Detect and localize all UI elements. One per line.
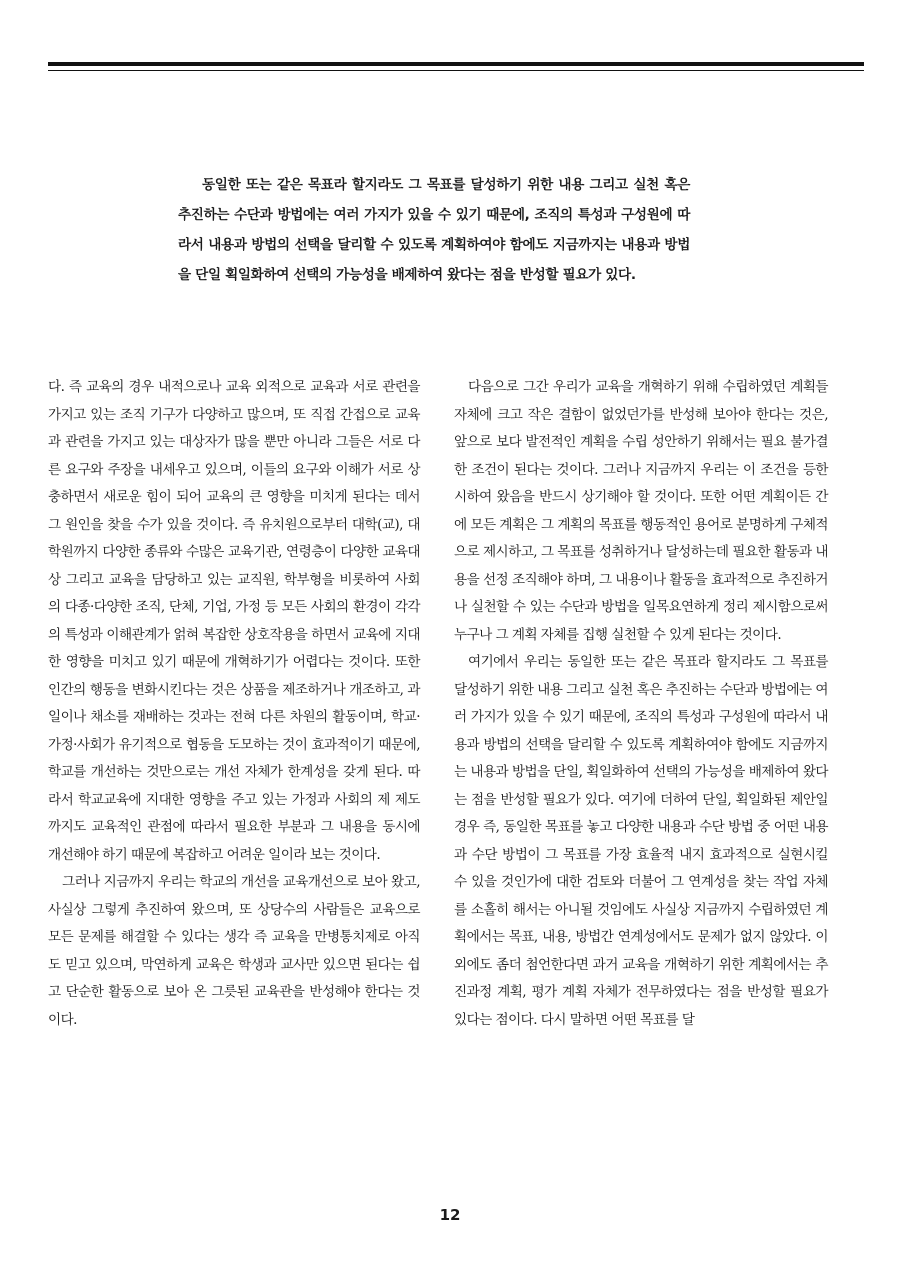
page-number: 12 bbox=[439, 1206, 461, 1224]
right-column bbox=[454, 374, 828, 1034]
left-paragraph-1: 다. 즉 교육의 경우 내적으로나 교육 외적으로 교육과 서로 관련을 가지고 있는 조직 기구가 다양하고 많으며, 또 직접 간접으로 교육과 관련을 가지고 있는 대상자가 많을 뿐만 아니라 그들은 서로 다른 요구와 주장을 내세우고 있으며, 이들의 요구와 이해가 서로 상충하면서 새로운 힘이 되어 교육의 큰 영향을 미치게 된다는 데서 그 원인을 찾을 수가 있을 것이다. 즉 유치원으로부터 대학(교), 대학원까지 다양한 종류와 수많은 교육기관, 연령층이 다양한 교육대상 그리고 교육을 담당하고 있는 교직원, 학부형을 비롯하여 사회의 다종·다양한 조직, 단체, 기업, 가정 등 모든 사회의 환경이 각각의 특성과 이해관계가 얽혀 복잡한 상호작용을 하면서 교육에 지대한 영향을 미치고 있기 때문에 개혁하기가 어렵다는 것이다. 또한 인간의 행동을 변화시킨다는 것은 상품을 제조하거나 개조하고, 과일이나 채소를 재배하는 것과는 전혀 다른 차원의 활동이며, 학교·가정·사회가 유기적으로 협동을 도모하는 것이 효과적이기 때문에, 학교를 개선하는 것만으로는 개선 자체가 한계성을 갖게 된다. 따라서 학교교육에 지대한 영향을 주고 있는 가정과 사회의 제 제도까지도 교육적인 관점에 따라서 필요한 부분과 그 내용을 동시에 개선해야 하기 때문에 복잡하고 어려운 일이라 보는 것이다. bbox=[48, 379, 420, 863]
pull-quote: 동일한 또는 같은 목표라 할지라도 그 목표를 달성하기 위한 내용 그리고 실천 혹은 추진하는 수단과 방법에는 여러 가지가 있을 수 있기 때문에, 조직의 특성과 구성원에 따라서 내용과 방법의 선택을 달리할 수 있도록 계획하여야 함에도 지금까지는 내용과 방법을 단일 획일화하여 선택의 가능성을 배제하여 왔다는 점을 반성할 필요가 있다. bbox=[178, 177, 690, 283]
left-paragraph-2: 그러나 지금까지 우리는 학교의 개선을 교육개선으로 보아 왔고, 사실상 그렇게 추진하여 왔으며, 또 상당수의 사람들은 교육으로 모든 문제를 해결할 수 있다는 생각 즉 교육을 만병통치제로 아직도 믿고 있으며, 막연하게 교육은 학생과 교사만 있으면 된다는 쉽고 단순한 활동으로 보아 온 그릇된 교육관을 반성해야 한다는 것이다. bbox=[48, 874, 420, 1028]
header-rule-thin bbox=[48, 70, 864, 71]
right-paragraph-2: 여기에서 우리는 동일한 또는 같은 목표라 할지라도 그 목표를 달성하기 위한 내용 그리고 실천 혹은 추진하는 수단과 방법에는 여러 가지가 있을 수 있기 때문에, 조직의 특성과 구성원에 따라서 내용과 방법의 선택을 달리할 수 있도록 계획하여야 함에도 지금까지는 내용과 방법을 단일, 획일화하여 선택의 가능성을 배제하여 왔다는 점을 반성할 필요가 있다. 여기에 더하여 단일, 획일화된 제안일 경우 즉, 동일한 목표를 놓고 다양한 내용과 수단 방법 중 어떤 내용과 수단 방법이 그 목표를 가장 효율적 내지 효과적으로 실현시킬 수 있을 것인가에 대한 검토와 더불어 그 연계성을 찾는 작업 자체를 소홀히 해서는 아니될 것임에도 사실상 지금까지 수립하였던 계획에서는 목표, 내용, 방법간 연계성에서도 문제가 없지 않았다. 이외에도 좀더 첨언한다면 과거 교육을 개혁하기 위한 계획에서는 추진과정 계획, 평가 계획 자체가 전무하였다는 점을 반성할 필요가 있다는 점이다. 다시 말하면 어떤 목표를 달 bbox=[454, 654, 828, 1028]
right-paragraph-1: 다음으로 그간 우리가 교육을 개혁하기 위해 수립하였던 계획들 자체에 크고 작은 결함이 없었던가를 반성해 보아야 한다는 것은, 앞으로 보다 발전적인 계획을 수립 성안하기 위해서는 필요 불가결한 조건이 된다는 것이다. 그러나 지금까지 우리는 이 조건을 등한시하여 왔음을 반드시 상기해야 할 것이다. 또한 어떤 계획이든 간에 모든 계획은 그 계획의 목표를 행동적인 용어로 분명하게 구체적으로 제시하고, 그 목표를 성취하거나 달성하는데 필요한 활동과 내용을 선정 조직해야 하며, 그 내용이나 활동을 효과적으로 추진하거나 실천할 수 있는 수단과 방법을 일목요연하게 정리 제시함으로써 누구나 그 계획 자체를 집행 실천할 수 있게 된다는 것이다. bbox=[454, 379, 828, 643]
header-rule-thick bbox=[48, 62, 864, 66]
left-column bbox=[48, 374, 420, 1034]
